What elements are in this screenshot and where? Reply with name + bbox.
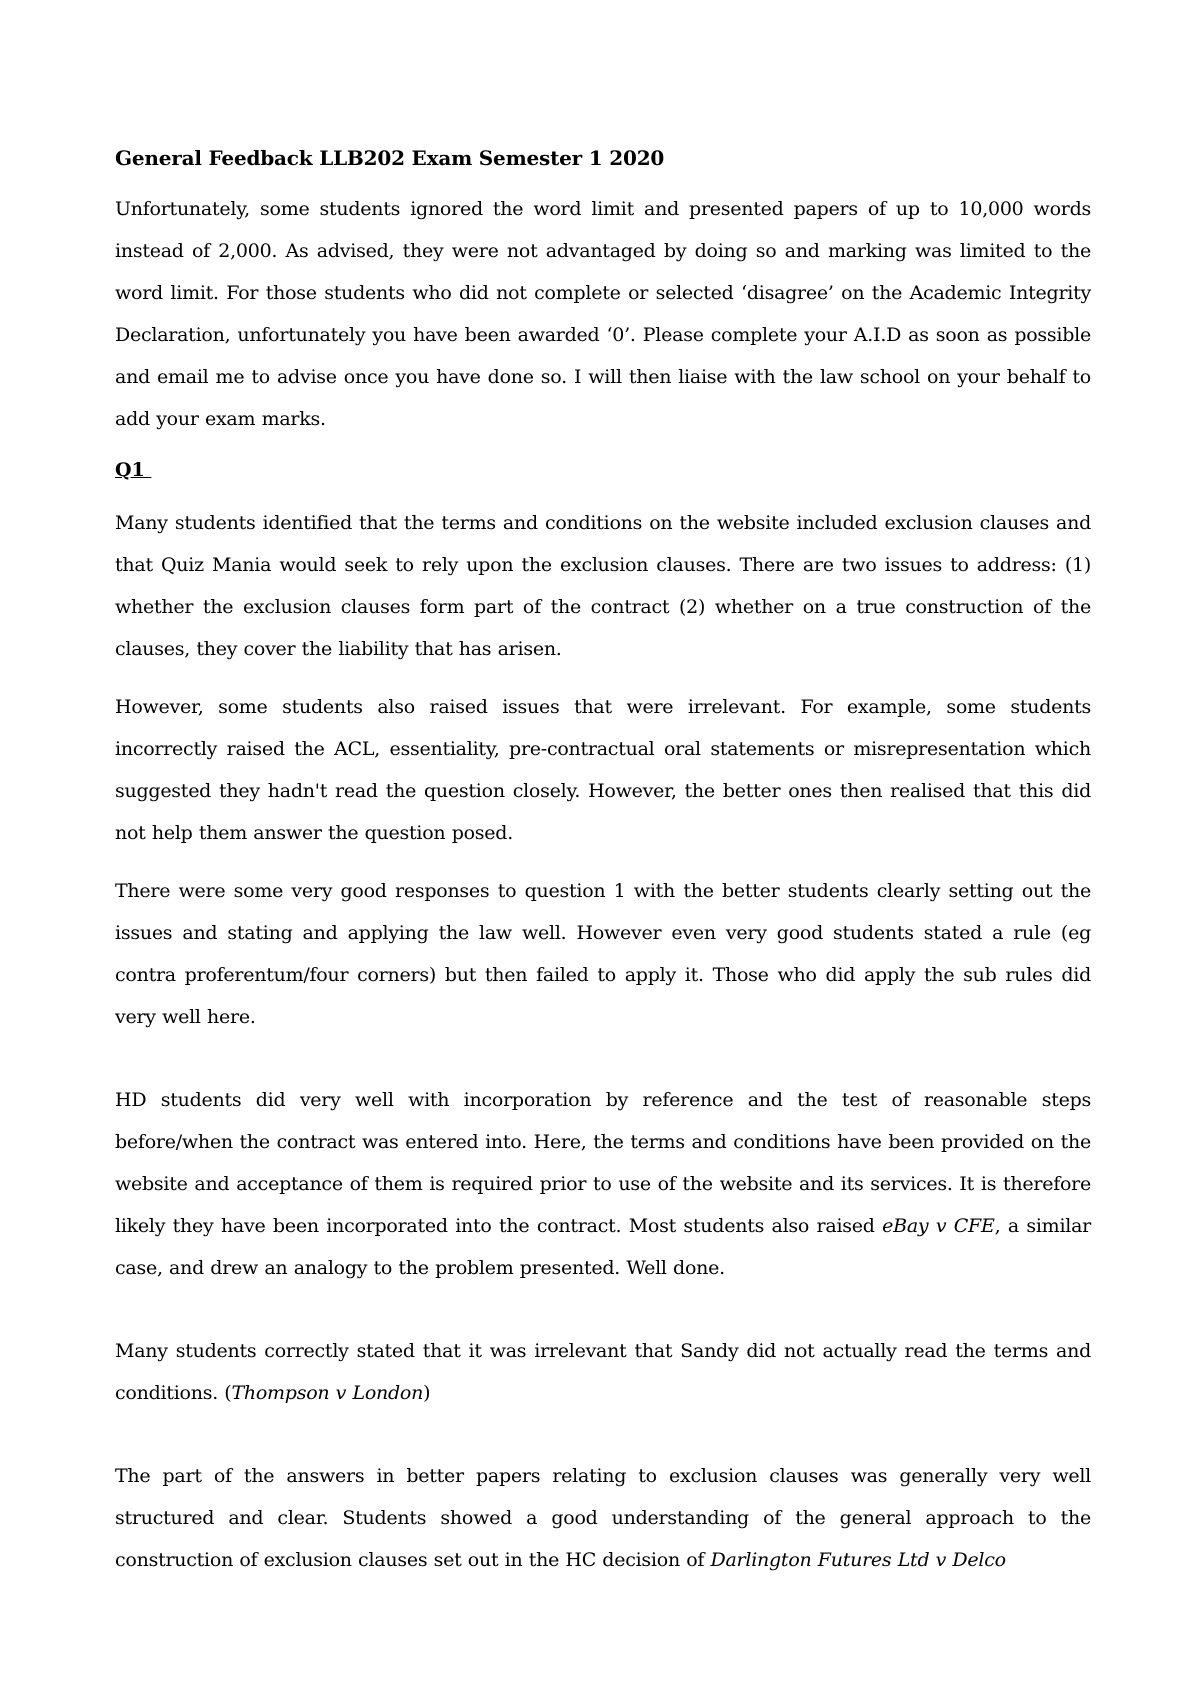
q1-paragraph-4-tail: , a similar case, and drew an analogy to the problem presented. Well done. bbox=[115, 1215, 1092, 1279]
document-body bbox=[115, 144, 1091, 1597]
q1-paragraph-5 bbox=[115, 1330, 1091, 1414]
q1-paragraph-3: There were some very good responses to question 1 with the better students clearly setting out the issues and stating and applying the law well. However even very good students stated a rule (eg contra proferentum/four corners) but then failed to apply it. Those who did apply the sub rules did very well here. bbox=[115, 880, 1091, 1028]
q1-heading: Q1 bbox=[115, 459, 152, 481]
case-citation-thompson: Thompson v London bbox=[231, 1382, 424, 1404]
q1-paragraph-6 bbox=[115, 1455, 1091, 1581]
q1-paragraph-2: However, some students also raised issues that were irrelevant. For example, some students incorrectly raised the ACL, essentiality, pre-contractual oral statements or misrepresentation which suggested they hadn't read the question closely. However, the better ones then realised that this did not help them answer the question posed. bbox=[115, 696, 1091, 844]
q1-paragraph-5-text: Many students correctly stated that it was irrelevant that Sandy did not actually read the terms and conditions. ( bbox=[115, 1340, 1091, 1404]
q1-paragraph-4-text: HD students did very well with incorporation by reference and the test of reasonable steps before/when the contract was entered into. Here, the terms and conditions have been provided on the website and acceptance of them is required prior to use of the website and its services. It is therefore likely they have been incorporated into the contract. Most students also raised bbox=[115, 1089, 1091, 1237]
q1-paragraph-6-text: The part of the answers in better papers relating to exclusion clauses was generally very well structured and clear. Students showed a good understanding of the general approach to the construction of exclusion clauses set out in the HC decision of bbox=[115, 1465, 1091, 1571]
case-citation-darlington: Darlington Futures Ltd v Delco bbox=[710, 1549, 1006, 1571]
case-citation-ebay: eBay v CFE bbox=[882, 1215, 995, 1237]
q1-paragraph-1: Many students identified that the terms and conditions on the website included exclusion clauses and that Quiz Mania would seek to rely upon the exclusion clauses. There are two issues to address: (1) whether the exclusion clauses form part of the contract (2) whether on a true construction of the clauses, they cover the liability that has arisen. bbox=[115, 512, 1091, 660]
q1-paragraph-5-close: ) bbox=[423, 1382, 431, 1404]
q1-paragraph-4 bbox=[115, 1079, 1091, 1289]
intro-paragraph: Unfortunately, some students ignored the word limit and presented papers of up to 10,000 words instead of 2,000. As advised, they were not advantaged by doing so and marking was limited to the word limit. For those students who did not complete or selected ‘disagree’ on the Academic Integrity Declaration, unfortunately you have been awarded ‘0’. Please complete your A.I.D as soon as possible and email me to advise once you have done so. I will then liaise with the law school on your behalf to add your exam marks. bbox=[115, 198, 1091, 430]
document-title: General Feedback LLB202 Exam Semester 1 2020 bbox=[115, 146, 665, 170]
